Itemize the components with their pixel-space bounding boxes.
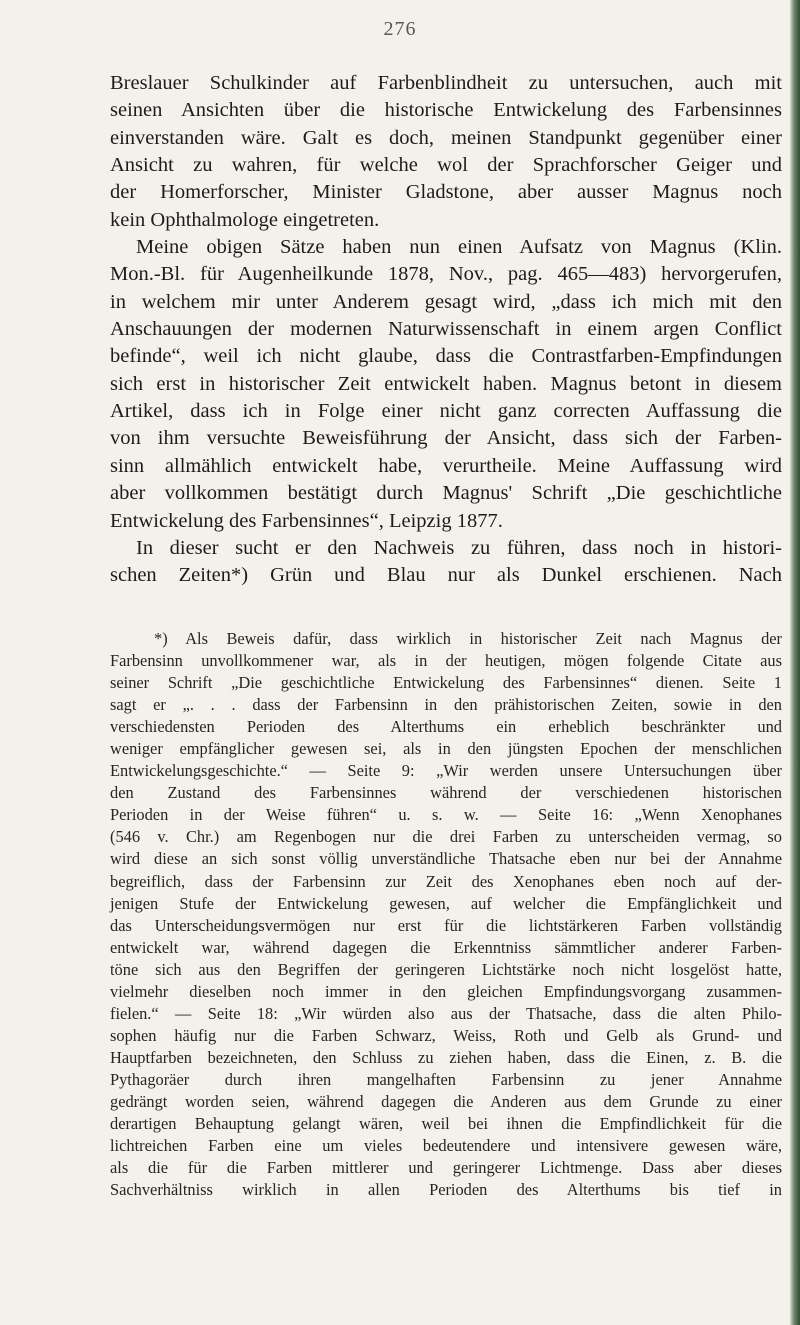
footnote-line: töne sich aus den Begriffen der geringeren Lichtstärke noch nicht losgelöst hatte,: [110, 959, 782, 979]
text-line: Mon.-Bl. für Augenheilkunde 1878, Nov., pag. 465—483) hervorgerufen,: [110, 263, 782, 286]
text-line: sinn allmählich entwickelt habe, verurtheile. Meine Auffassung wird: [110, 454, 782, 477]
footnote-line: das Unterscheidungsvermögen nur erst für die lichtstärkeren Farben vollständig: [110, 915, 782, 935]
text-line: von ihm versuchte Beweisführung der Ansicht, dass sich der Farben-: [110, 427, 782, 450]
footnote-line: den Zustand des Farbensinnes während der verschiedenen historischen: [110, 783, 782, 803]
footnote: [110, 628, 782, 1201]
footnote-line: entwickelt war, während dagegen die Erkenntniss sämmtlicher anderer Farben-: [110, 937, 782, 957]
text-line: sich erst in historischer Zeit entwickelt haben. Magnus betont in diesem: [110, 372, 782, 395]
text-line: Ansicht zu wahren, für welche wol der Sprachforscher Geiger und: [110, 154, 782, 177]
text-line: einverstanden wäre. Galt es doch, meinen Standpunkt gegenüber einer: [110, 126, 782, 149]
text-line: in welchem mir unter Anderem gesagt wird, „dass ich mich mit den: [110, 290, 782, 313]
footnote-line: Hauptfarben bezeichneten, den Schluss zu ziehen haben, dass die Einen, z. B. die: [110, 1047, 782, 1067]
footnote-line: (546 v. Chr.) am Regenbogen nur die drei Farben zu unterscheiden vermag, so: [110, 827, 782, 847]
footnote-line: jenigen Stufe der Entwickelung gewesen, auf welcher die Empfänglichkeit und: [110, 893, 782, 913]
text-line: Anschauungen der modernen Naturwissenschaft in einem argen Conflict: [110, 318, 782, 341]
footnote-line: Sachverhältniss wirklich in allen Perioden des Alterthums bis tief in: [110, 1180, 782, 1200]
text-line: aber vollkommen bestätigt durch Magnus' Schrift „Die geschichtliche: [110, 482, 782, 505]
text-line: Entwickelung des Farbensinnes“, Leipzig 1877.: [110, 509, 503, 532]
text-line: Meine obigen Sätze haben nun einen Aufsatz von Magnus (Klin.: [136, 236, 782, 259]
footnote-line: gedrängt worden seien, während dagegen die Anderen aus dem Grunde zu einer: [110, 1091, 782, 1111]
text-line: schen Zeiten*) Grün und Blau nur als Dunkel erschienen. Nach: [110, 564, 782, 587]
text-line: Artikel, dass ich in Folge einer nicht ganz correcten Auffassung die: [110, 400, 782, 423]
book-edge: [790, 0, 800, 1325]
main-text: [110, 70, 782, 590]
footnote-line: weniger empfänglicher gewesen sei, als in den jüngsten Epochen der menschlichen: [110, 739, 782, 759]
footnote-line: als die für die Farben mittlerer und geringerer Lichtmenge. Dass aber dieses: [110, 1158, 782, 1178]
footnote-line: begreiflich, dass der Farbensinn zur Zeit des Xenophanes eben noch auf der-: [110, 871, 782, 891]
footnote-line: vielmehr dieselben noch immer in den gleichen Empfindungsvorgang zusammen-: [110, 981, 782, 1001]
footnote-line: seiner Schrift „Die geschichtliche Entwickelung des Farbensinnes“ dienen. Seite 1: [110, 673, 782, 693]
text-line: der Homerforscher, Minister Gladstone, aber ausser Magnus noch: [110, 181, 782, 204]
footnote-line: Perioden in der Weise führen“ u. s. w. — Seite 16: „Wenn Xenophanes: [110, 805, 782, 825]
footnote-line: Farbensinn unvollkommener war, als in der heutigen, mögen folgende Citate aus: [110, 651, 782, 671]
footnote-line: fielen.“ — Seite 18: „Wir würden also aus der Thatsache, dass die alten Philo-: [110, 1003, 782, 1023]
footnote-line: sophen häufig nur die Farben Schwarz, Weiss, Roth und Gelb als Grund- und: [110, 1025, 782, 1045]
text-line: seinen Ansichten über die historische Entwickelung des Farbensinnes: [110, 99, 782, 122]
page-number: 276: [383, 18, 417, 40]
text-line: befinde“, weil ich nicht glaube, dass die Contrastfarben-Empfindungen: [110, 345, 782, 368]
footnote-line: derartigen Behauptung gelangt wären, weil bei ihnen die Empfindlichkeit für die: [110, 1114, 782, 1134]
text-line: kein Ophthalmologe eingetreten.: [110, 208, 380, 231]
text-line: In dieser sucht er den Nachweis zu führen, dass noch in histori-: [136, 536, 782, 559]
footnote-line: Entwickelungsgeschichte.“ — Seite 9: „Wir werden unsere Untersuchungen über: [110, 761, 782, 781]
text-line: Breslauer Schulkinder auf Farbenblindheit zu untersuchen, auch mit: [110, 72, 782, 94]
footnote-line: Pythagoräer durch ihren mangelhaften Farbensinn zu jener Annahme: [110, 1069, 782, 1089]
footnote-line: lichtreichen Farben eine um vieles bedeutendere und intensivere gewesen wäre,: [110, 1136, 782, 1156]
footnote-line: verschiedensten Perioden des Alterthums ein erheblich beschränkter und: [110, 717, 782, 737]
footnote-line: *) Als Beweis dafür, dass wirklich in historischer Zeit nach Magnus der: [154, 629, 782, 648]
footnote-line: wird diese an sich sonst völlig unverständliche Thatsache eben nur bei der Annahme: [110, 849, 782, 869]
footnote-line: sagt er „. . . dass der Farbensinn in den prähistorischen Zeiten, sowie in den: [110, 695, 782, 715]
